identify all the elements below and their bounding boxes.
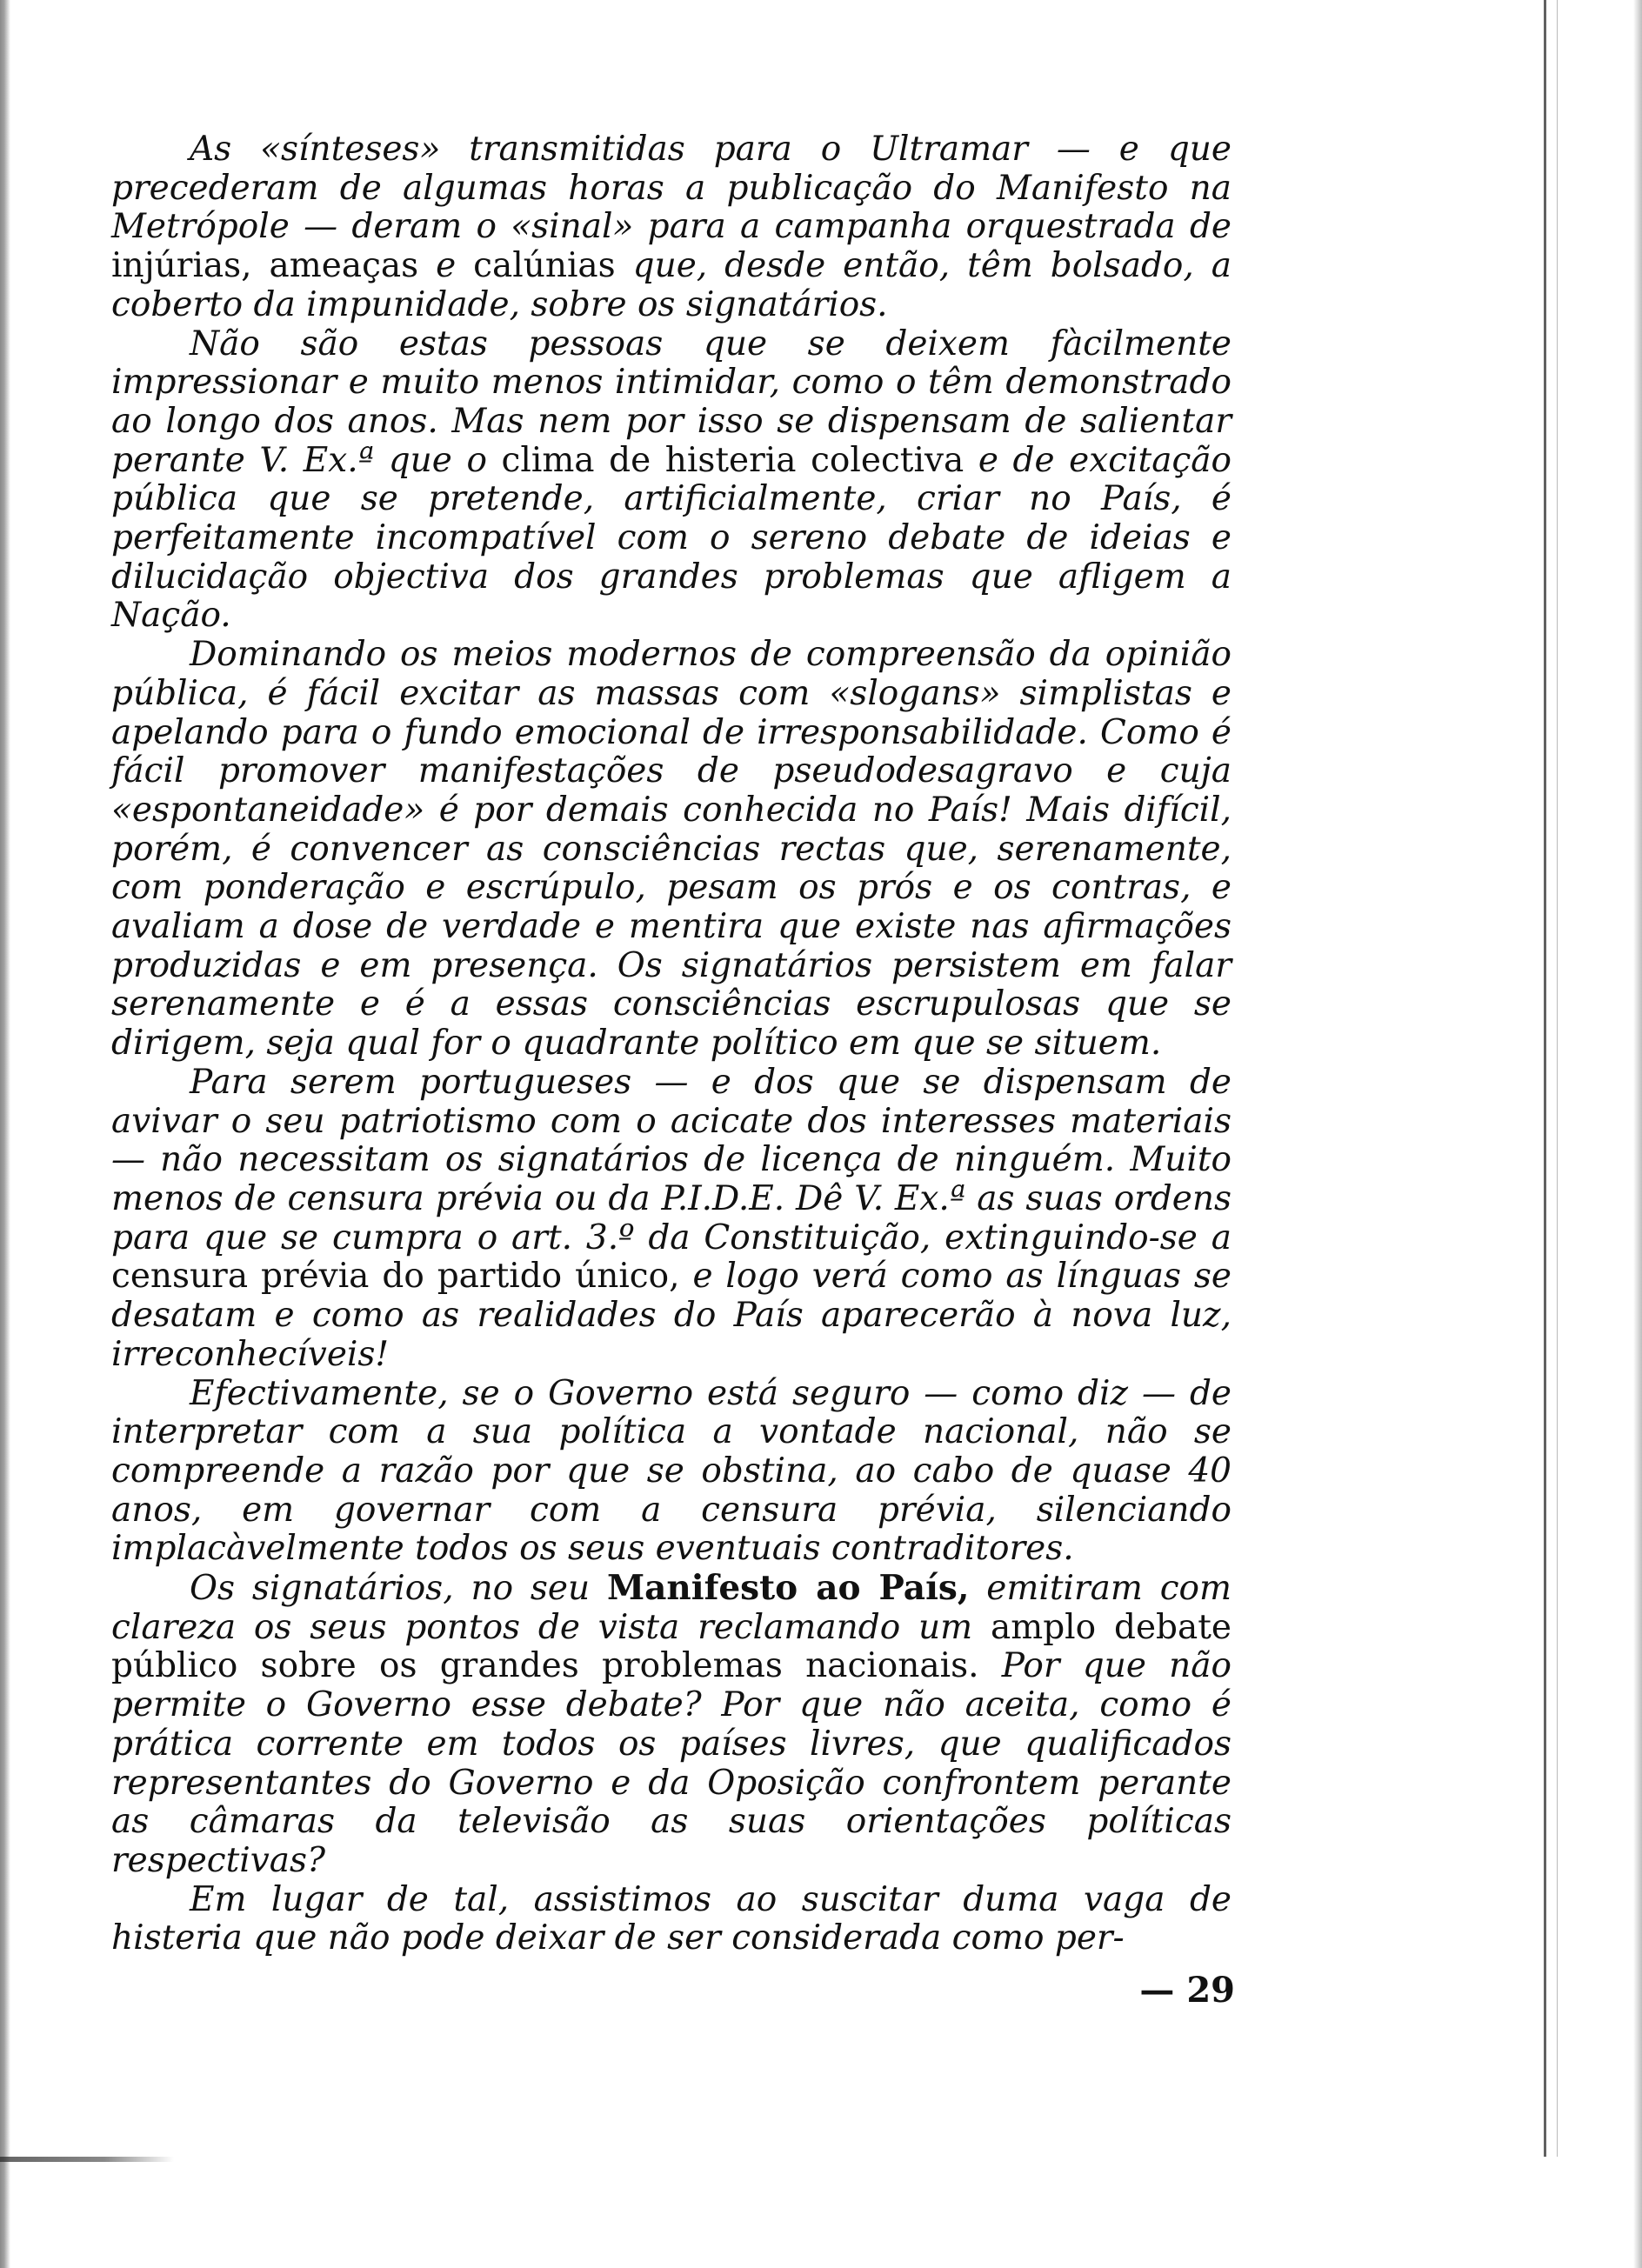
text-segment: Manifesto ao País, <box>606 1568 970 1609</box>
text-segment: Em lugar de tal, assistimos ao suscitar duma vaga de histeria que não pode deixar de ser considerada como per- <box>111 1879 1232 1958</box>
text-segment: que, desde então, têm bolsado, a coberto da impunidade, sobre os signatários. <box>111 246 1232 324</box>
text-segment: Para serem portugueses — e dos que se dispensam de avivar o seu patriotismo com o acicate dos interesses materiais — não necessitam os signatários de licença de ninguém. Muito menos de censura prévia ou da P.I.D.E. Dê V. Ex.ª as suas ordens para que se cumpra o art. 3.º da Constituição, extinguindo-se a <box>111 1062 1232 1257</box>
text-segment: injúrias, ameaças <box>111 246 437 286</box>
paragraph <box>111 636 1232 1064</box>
paragraph <box>111 130 1232 325</box>
text-segment: emitiram com clareza os seus pontos de vista reclamando um <box>111 1569 1232 1647</box>
text-segment: amplo debate público sobre os grandes problemas nacionais. <box>111 1607 1232 1686</box>
text-segment: Efectivamente, se o Governo está seguro — como diz — de interpretar com a sua política a vontade nacional, não se compreende a razão por que se obstina, ao cabo de quase 40 anos, em governar com a censura prévia, silenciando implacàvelmente todos os seus eventuais contraditores. <box>111 1373 1232 1569</box>
text-segment: e de excitação pública que se pretende, artificialmente, criar no País, é perfeitamente incompatível com o sereno debate de ideias e dilucidação objectiva dos grandes problemas que afligem a Nação. <box>111 440 1232 636</box>
margin-rule <box>1544 0 1546 2157</box>
text-segment: e <box>436 246 474 286</box>
page-body-text <box>111 130 1232 1958</box>
paragraph <box>111 325 1232 637</box>
paragraph <box>111 1881 1232 1958</box>
text-segment: censura prévia do partido único, <box>111 1257 693 1297</box>
scan-edge-left <box>0 0 10 2268</box>
paragraph <box>111 1569 1232 1881</box>
text-segment: Dominando os meios modernos de compreensão da opinião pública, é fácil excitar as massas com «slogans» simplistas e apelando para o fundo emocional de irresponsabilidade. Como é fácil promover manifestações de pseudodesagravo e cuja «espontaneidade» é por demais conhecida no País! Mais difícil, porém, é convencer as consciências rectas que, serenamente, com ponderação e escrúpulo, pesam os prós e os contras, e avaliam a dose de verdade e mentira que existe nas afirmações produzidas e em presença. Os signatários persistem em falar serenamente e é a essas consciências escrupulosas que se dirigem, seja qual for o quadrante político em que se situem. <box>111 635 1232 1064</box>
text-segment: calúnias <box>473 246 633 286</box>
text-segment: Os signatários, no seu <box>190 1569 607 1609</box>
paragraph <box>111 1375 1232 1570</box>
paragraph <box>111 1064 1232 1375</box>
page-number: — 29 <box>1139 1970 1235 2011</box>
bottom-scan-mark <box>0 2157 174 2162</box>
text-segment: As «sínteses» transmitidas para o Ultramar — e que precederam de algumas horas a publicação do Manifesto na Metrópole — deram o «sinal» para a campanha orquestrada de <box>111 130 1232 247</box>
scan-edge-right <box>1633 0 1642 2268</box>
margin-rule-thin <box>1557 0 1558 2157</box>
text-segment: clima de histeria colectiva <box>501 440 978 480</box>
text-segment: Por que não permite o Governo esse debate? Por que não aceita, como é prática corrente em todos os países livres, que qualificados representantes do Governo e da Oposição confrontem perante as câmaras da televisão as suas orientações políticas respectivas? <box>111 1646 1232 1880</box>
text-segment: e logo verá como as línguas se desatam e como as realidades do País aparecerão à nova luz, irreconhecíveis! <box>111 1257 1232 1374</box>
text-segment: Não são estas pessoas que se deixem fàcilmente impressionar e muito menos intimidar, como o têm demonstrado ao longo dos anos. Mas nem por isso se dispensam de salientar perante V. Ex.ª que o <box>111 324 1232 480</box>
